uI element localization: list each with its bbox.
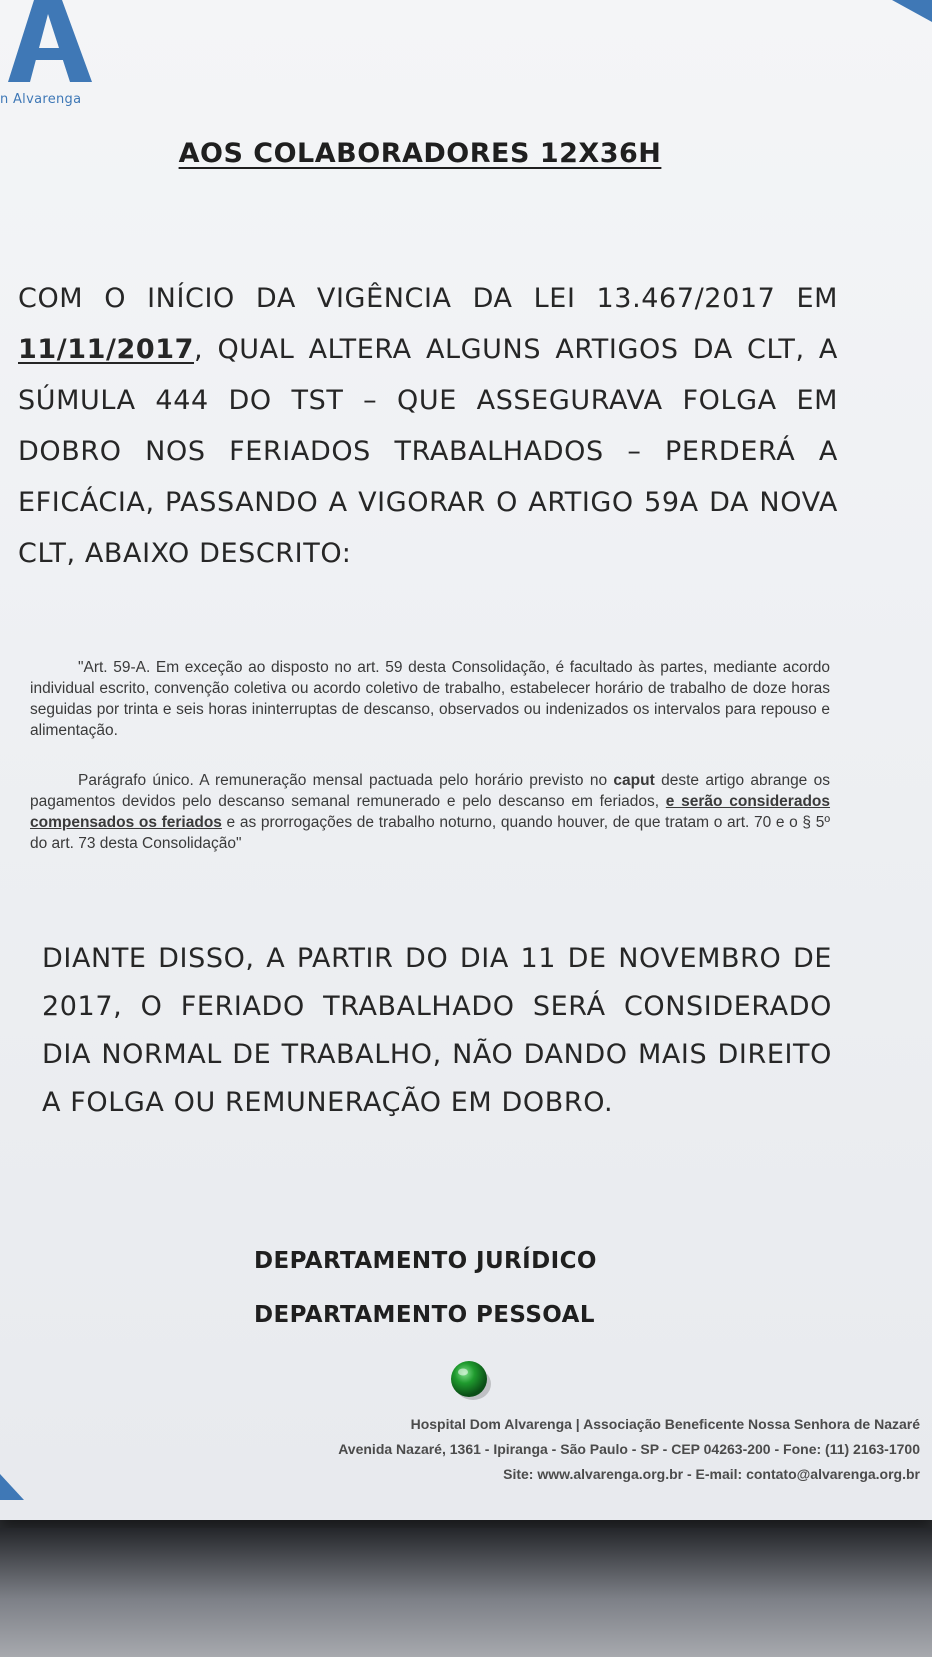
signature-dept-personnel: DEPARTAMENTO PESSOAL: [254, 1302, 595, 1328]
article-text: "Art. 59-A. Em exceção ao disposto no art. 59 desta Consolidação, é facultado às partes, mediante acordo individual escrito, convenção coletiva ou acordo coletivo de trabalho, estabelecer horário de trabalho de doze horas seguidas por trinta e seis horas ininterruptas de descanso, observados ou indenizados os intervalos para repouso e alimentação.: [30, 659, 830, 739]
edge-logo-icon: [0, 1470, 24, 1500]
paragraph-start: Parágrafo único. A remuneração mensal pactuada pelo horário previsto no: [78, 772, 614, 789]
background-surface: [0, 1528, 932, 1657]
corner-stripe-icon: [892, 0, 932, 22]
intro-date: 11/11/2017: [18, 334, 195, 365]
conclusion-paragraph: DIANTE DISSO, A PARTIR DO DIA 11 DE NOVEMBRO DE 2017, O FERIADO TRABALHADO SERÁ CONSIDERADO DIA NORMAL DE TRABALHO, NÃO DANDO MAIS DIREITO A FOLGA OU REMUNERAÇÃO EM DOBRO.: [42, 943, 832, 1118]
paragraph-end: e as prorrogações de trabalho noturno, quando houver, de que tratam o art. 70 e o § 5º do art. 73 desta Consolidação": [30, 814, 830, 852]
footer-institution: Hospital Dom Alvarenga | Associação Beneficente Nossa Senhora de Nazaré: [410, 1416, 920, 1432]
intro-text-end: , QUAL ALTERA ALGUNS ARTIGOS DA CLT, A SÚMULA 444 DO TST – QUE ASSEGURAVA FOLGA EM DOBRO NOS FERIADOS TRABALHADOS – PERDERÁ A EFICÁCIA, PASSANDO A VIGORAR O ARTIGO 59A DA NOVA CLT, ABAIXO DESCRITO:: [18, 334, 838, 569]
paragraph-mid: deste artigo abrange os pagamentos devidos pelo descanso semanal remunerado e pelo descanso em feriados,: [30, 772, 830, 810]
paragraph-quote: [30, 770, 830, 854]
paragraph-caput: caput: [613, 772, 655, 789]
signature-dept-legal: DEPARTAMENTO JURÍDICO: [254, 1248, 597, 1274]
push-pin-icon: [448, 1358, 492, 1402]
hospital-logo-icon: [0, 0, 100, 88]
page-title: AOS COLABORADORES 12X36H: [178, 138, 662, 169]
footer-contact: Site: www.alvarenga.org.br - E-mail: contato@alvarenga.org.br: [503, 1466, 920, 1482]
intro-text-start: COM O INÍCIO DA VIGÊNCIA DA LEI 13.467/2017 EM: [18, 283, 838, 314]
article-quote: [30, 657, 830, 741]
intro-paragraph: [18, 273, 838, 579]
logo-text: n Alvarenga: [0, 92, 82, 107]
paragraph-underlined: e serão considerados compensados os feriados: [30, 793, 831, 831]
footer-address: Avenida Nazaré, 1361 - Ipiranga - São Paulo - SP - CEP 04263-200 - Fone: (11) 2163-1700: [338, 1441, 920, 1457]
